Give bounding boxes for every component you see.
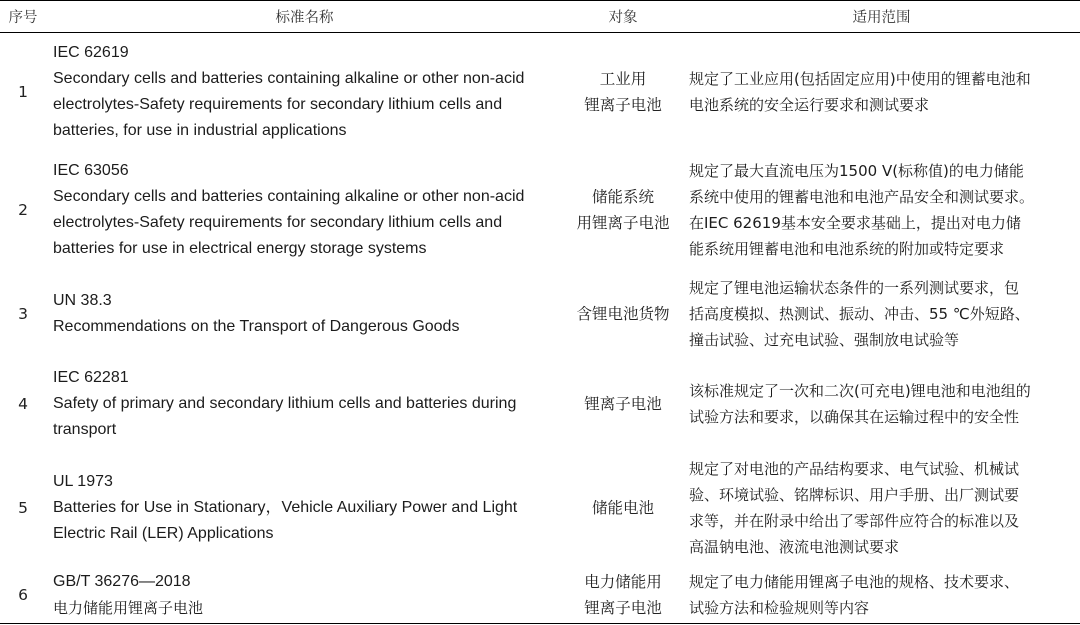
standard-code: IEC 62619 [53, 44, 129, 61]
standard-title-line: Secondary cells and batteries containing alkaline or other non-acid [53, 70, 525, 87]
standard-code: UN 38.3 [53, 292, 112, 309]
table-row [0, 567, 1080, 624]
header-object: 对象 [563, 1, 683, 33]
scope-line: 试验方法和检验规则等内容 [689, 599, 870, 617]
standard-title-line: batteries, for use in industrial applications [53, 122, 347, 139]
standard-name [46, 567, 563, 624]
standard-title-line: Electric Rail (LER) Applications [53, 525, 274, 542]
object-line: 锂离子电池 [584, 96, 662, 114]
standard-title-line: batteries for use in electrical energy storage systems [53, 240, 427, 257]
standard-scope [683, 449, 1080, 567]
standard-title-line: transport [53, 421, 117, 438]
standard-title-line: Secondary cells and batteries containing alkaline or other non-acid [53, 188, 525, 205]
standard-title-line: 电力储能用锂离子电池 [53, 599, 204, 617]
standard-scope [683, 567, 1080, 624]
standard-title-line: electrolytes-Safety requirements for secondary lithium cells and [53, 214, 503, 231]
object-line: 用锂离子电池 [576, 214, 670, 232]
row-number: 3 [18, 305, 28, 323]
object-line: 锂离子电池 [584, 599, 662, 617]
standard-code: UL 1973 [53, 473, 113, 490]
standard-object [563, 269, 683, 359]
row-number: 5 [18, 499, 28, 517]
scope-line: 试验方法和要求，以确保其在运输过程中的安全性 [689, 408, 1020, 426]
standard-name [46, 359, 563, 449]
object-line: 含锂电池货物 [576, 305, 670, 323]
standard-name [46, 449, 563, 567]
scope-line: 括高度模拟、热测试、振动、冲击、55 ℃外短路、 [689, 305, 1030, 323]
standard-title-line: Recommendations on the Transport of Dangerous Goods [53, 318, 460, 335]
scope-line: 规定了工业应用(包括固定应用)中使用的锂蓄电池和 [689, 70, 1031, 88]
standard-code: IEC 63056 [53, 162, 129, 179]
scope-line: 规定了电力储能用锂离子电池的规格、技术要求、 [689, 573, 1020, 591]
scope-line: 能系统用锂蓄电池和电池系统的附加或特定要求 [689, 240, 1005, 258]
header-name: 标准名称 [46, 1, 563, 33]
scope-line: 验、环境试验、铭牌标识、用户手册、出厂测试要 [689, 486, 1020, 504]
row-number: 6 [18, 586, 28, 604]
header-no: 序号 [0, 1, 46, 33]
table-row [0, 269, 1080, 359]
standard-object [563, 359, 683, 449]
row-number: 4 [18, 395, 28, 413]
object-line: 电力储能用 [584, 573, 662, 591]
standard-title-line: Batteries for Use in Stationary，Vehicle Auxiliary Power and Light [53, 499, 518, 516]
scope-line: 该标准规定了一次和二次(可充电)锂电池和电池组的 [689, 382, 1031, 400]
standard-object [563, 449, 683, 567]
scope-line: 高温钠电池、液流电池测试要求 [689, 538, 900, 556]
standard-object [563, 567, 683, 624]
standard-object [563, 33, 683, 152]
standard-title-line: electrolytes-Safety requirements for secondary lithium cells and [53, 96, 503, 113]
standard-name [46, 151, 563, 269]
standard-scope [683, 33, 1080, 152]
table-row [0, 151, 1080, 269]
scope-line: 在IEC 62619基本安全要求基础上，提出对电力储 [689, 214, 1021, 232]
object-line: 储能系统 [591, 188, 654, 206]
standard-object [563, 151, 683, 269]
scope-line: 求等，并在附录中给出了零部件应符合的标准以及 [689, 512, 1020, 530]
table-row [0, 359, 1080, 449]
object-line: 工业用 [599, 70, 647, 88]
row-number: 2 [18, 201, 28, 219]
scope-line: 系统中使用的锂蓄电池和电池产品安全和测试要求。 [689, 188, 1035, 206]
standard-name [46, 269, 563, 359]
standard-scope [683, 269, 1080, 359]
scope-line: 规定了锂电池运输状态条件的一系列测试要求，包 [689, 279, 1020, 297]
header-scope: 适用范围 [683, 1, 1080, 33]
object-line: 锂离子电池 [584, 395, 662, 413]
standard-code: GB/T 36276—2018 [53, 573, 191, 590]
standard-scope [683, 151, 1080, 269]
standard-scope [683, 359, 1080, 449]
scope-line: 撞击试验、过充电试验、强制放电试验等 [689, 331, 960, 349]
standard-name [46, 33, 563, 152]
table-row [0, 33, 1080, 152]
row-number: 1 [18, 83, 28, 101]
scope-line: 规定了对电池的产品结构要求、电气试验、机械试 [689, 460, 1020, 478]
object-line: 储能电池 [591, 499, 654, 517]
scope-line: 电池系统的安全运行要求和测试要求 [689, 96, 930, 114]
table-row [0, 449, 1080, 567]
scope-line: 规定了最大直流电压为1500 V(标称值)的电力储能 [689, 162, 1024, 180]
standard-title-line: Safety of primary and secondary lithium cells and batteries during [53, 395, 517, 412]
header-row [0, 1, 1080, 33]
standard-code: IEC 62281 [53, 369, 129, 386]
